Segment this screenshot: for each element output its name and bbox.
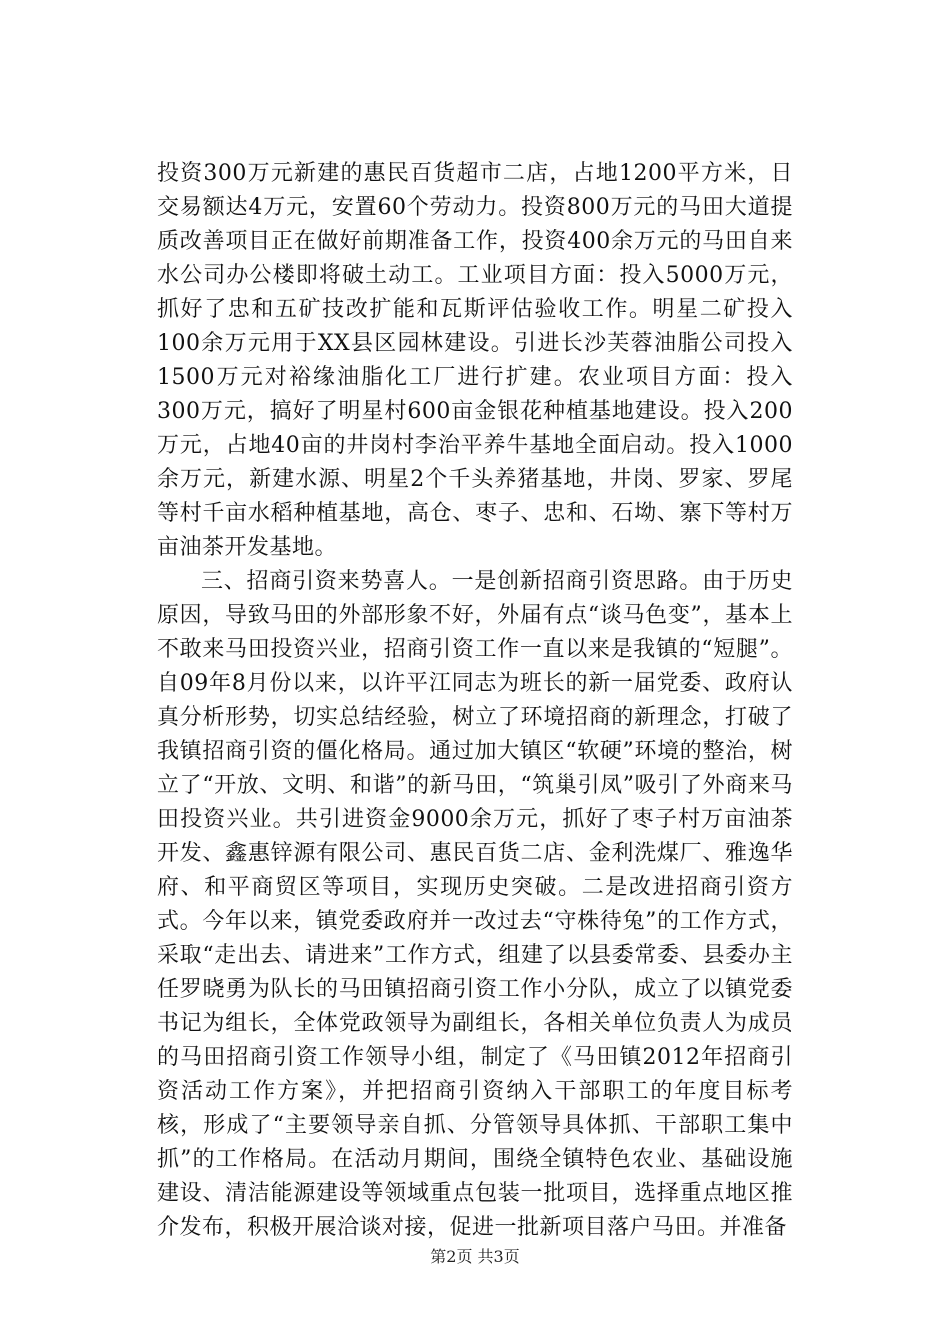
page-number-footer: 第2页 共3页: [430, 1247, 520, 1266]
document-body: [157, 157, 793, 1245]
paragraph-investment-projects: 投资300万元新建的惠民百货超市二店，占地1200平方米，日交易额达4万元，安置60个劳动力。投资800万元的马田大道提质改善项目正在做好前期准备工作，投资400余万元的马田自来水公司办公楼即将破土动工。工业项目方面：投入5000万元，抓好了忠和五矿技改扩能和瓦斯评估验收工作。明星二矿投入100余万元用于XX县区园林建设。引进长沙芙蓉油脂公司投入1500万元对裕缘油脂化工厂进行扩建。农业项目方面：投入300万元，搞好了明星村600亩金银花种植基地建设。投入200万元，占地40亩的井岗村李治平养牛基地全面启动。投入1000余万元，新建水源、明星2个千头养猪基地，井岗、罗家、罗尾等村千亩水稻种植基地，高仓、枣子、忠和、石坳、寨下等村万亩油茶开发基地。: [157, 161, 793, 560]
paragraph-investment-attraction: 三、招商引资来势喜人。一是创新招商引资思路。由于历史原因，导致马田的外部形象不好，外届有点“谈马色变”，基本上不敢来马田投资兴业，招商引资工作一直以来是我镇的“短腿”。自09年8月份以来，以许平江同志为班长的新一届党委、政府认真分析形势，切实总结经验，树立了环境招商的新理念，打破了我镇招商引资的僵化格局。通过加大镇区“软硬”环境的整治，树立了“开放、文明、和谐”的新马田，“筑巢引凤”吸引了外商来马田投资兴业。共引进资金9000余万元，抓好了枣子村万亩油茶开发、鑫惠锌源有限公司、惠民百货二店、金利洗煤厂、雅逸华府、和平商贸区等项目，实现历史突破。二是改进招商引资方式。今年以来，镇党委政府并一改过去“守株待兔”的工作方式，采取“走出去、请进来”工作方式，组建了以县委常委、县委办主任罗晓勇为队长的马田镇招商引资工作小分队，成立了以镇党委书记为组长，全体党政领导为副组长，各相关单位负责人为成员的马田招商引资工作领导小组，制定了《马田镇2012年招商引资活动工作方案》，并把招商引资纳入干部职工的年度目标考核，形成了“主要领导亲自抓、分管领导具体抓、干部职工集中抓”的工作格局。在活动月期间，围绕全镇特色农业、基础设施建设、清洁能源建设等领域重点包装一批项目，选择重点地区推介发布，积极开展洽谈对接，促进一批新项目落户马田。并准备: [157, 569, 793, 1240]
